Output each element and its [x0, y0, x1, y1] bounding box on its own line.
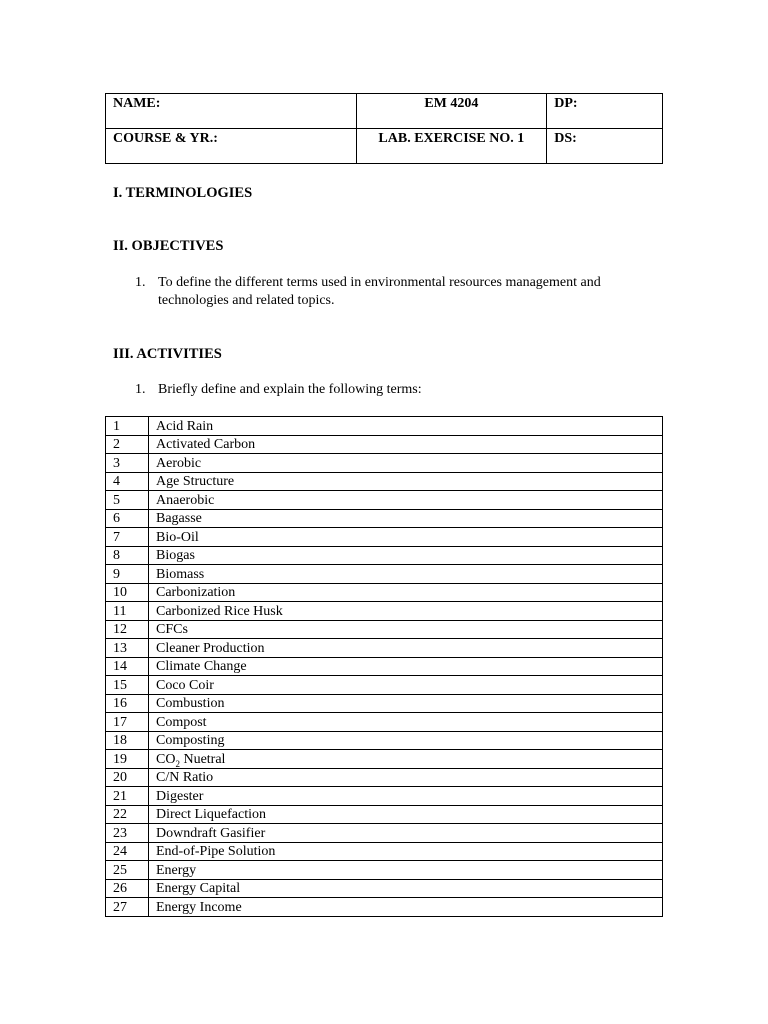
term-number: 22	[106, 805, 149, 824]
term-number: 20	[106, 768, 149, 787]
term-name: End-of-Pipe Solution	[149, 842, 663, 861]
exercise-label: LAB. EXERCISE NO. 1	[378, 131, 525, 146]
term-subscript: 2	[175, 758, 180, 769]
term-number: 3	[106, 454, 149, 473]
objective-line-1: To define the different terms used in environmental resources management and	[158, 275, 601, 290]
table-row	[106, 528, 663, 547]
ds-cell	[547, 129, 663, 164]
term-number: 15	[106, 676, 149, 695]
term-name-base: CO	[156, 751, 176, 767]
table-row	[106, 509, 663, 528]
term-number: 19	[106, 750, 149, 769]
term-number: 10	[106, 583, 149, 602]
term-name: Cleaner Production	[149, 639, 663, 658]
header-row	[106, 94, 663, 129]
term-number: 25	[106, 861, 149, 880]
table-row	[106, 805, 663, 824]
table-row	[106, 472, 663, 491]
term-name: Combustion	[149, 694, 663, 713]
terms-table-body	[106, 417, 663, 917]
course-code: EM 4204	[424, 96, 479, 111]
term-name: Compost	[149, 713, 663, 732]
term-name: CFCs	[149, 620, 663, 639]
table-row	[106, 676, 663, 695]
table-row	[106, 454, 663, 473]
term-number: 21	[106, 787, 149, 806]
table-row	[106, 842, 663, 861]
term-name: Age Structure	[149, 472, 663, 491]
terms-table	[105, 416, 663, 917]
term-number: 13	[106, 639, 149, 658]
term-name: Bagasse	[149, 509, 663, 528]
term-name: Digester	[149, 787, 663, 806]
term-name: C/N Ratio	[149, 768, 663, 787]
objectives-list-item	[113, 274, 653, 310]
table-row	[106, 824, 663, 843]
term-number: 8	[106, 546, 149, 565]
activity-text: Briefly define and explain the following terms:	[158, 382, 422, 397]
table-row	[106, 583, 663, 602]
table-row	[106, 768, 663, 787]
term-name	[149, 750, 663, 769]
table-row	[106, 620, 663, 639]
term-number: 6	[106, 509, 149, 528]
term-number: 1	[106, 417, 149, 436]
section-objectives: II. OBJECTIVES	[113, 238, 224, 254]
term-number: 11	[106, 602, 149, 621]
term-name: Carbonization	[149, 583, 663, 602]
term-number: 7	[106, 528, 149, 547]
term-name: Energy Income	[149, 898, 663, 917]
activities-list-item	[113, 381, 653, 399]
name-label: NAME:	[113, 96, 161, 111]
term-number: 4	[106, 472, 149, 491]
table-row	[106, 602, 663, 621]
table-row	[106, 861, 663, 880]
term-name: Aerobic	[149, 454, 663, 473]
term-number: 9	[106, 565, 149, 584]
course-label: COURSE & YR.:	[113, 131, 218, 146]
table-row	[106, 879, 663, 898]
section-terminologies: I. TERMINOLOGIES	[113, 185, 253, 201]
table-row	[106, 898, 663, 917]
table-row	[106, 417, 663, 436]
section-activities: III. ACTIVITIES	[113, 346, 222, 362]
term-name: Direct Liquefaction	[149, 805, 663, 824]
term-name: Acid Rain	[149, 417, 663, 436]
code-cell	[356, 94, 547, 129]
term-name: Climate Change	[149, 657, 663, 676]
term-number: 24	[106, 842, 149, 861]
table-row	[106, 639, 663, 658]
term-name: Bio-Oil	[149, 528, 663, 547]
term-number: 26	[106, 879, 149, 898]
table-row	[106, 787, 663, 806]
table-row	[106, 565, 663, 584]
term-number: 18	[106, 731, 149, 750]
dp-label: DP:	[554, 96, 578, 111]
objective-line-2: technologies and related topics.	[158, 293, 335, 308]
table-row	[106, 491, 663, 510]
name-cell	[106, 94, 357, 129]
table-row	[106, 657, 663, 676]
term-name: Downdraft Gasifier	[149, 824, 663, 843]
table-row	[106, 750, 663, 769]
term-name: Biogas	[149, 546, 663, 565]
exercise-cell	[356, 129, 547, 164]
ds-label: DS:	[554, 131, 577, 146]
term-name: Activated Carbon	[149, 435, 663, 454]
term-number: 17	[106, 713, 149, 732]
term-number: 14	[106, 657, 149, 676]
term-name: Carbonized Rice Husk	[149, 602, 663, 621]
term-number: 2	[106, 435, 149, 454]
dp-cell	[547, 94, 663, 129]
header-table	[105, 93, 663, 164]
term-number: 5	[106, 491, 149, 510]
term-name: Composting	[149, 731, 663, 750]
term-number: 16	[106, 694, 149, 713]
table-row	[106, 546, 663, 565]
term-name: Anaerobic	[149, 491, 663, 510]
activity-number: 1.	[135, 382, 146, 397]
table-row	[106, 731, 663, 750]
header-row	[106, 129, 663, 164]
term-name: Biomass	[149, 565, 663, 584]
term-number: 27	[106, 898, 149, 917]
course-cell	[106, 129, 357, 164]
term-name-suffix: Nuetral	[179, 751, 226, 767]
term-name: Energy	[149, 861, 663, 880]
table-row	[106, 435, 663, 454]
term-name: Coco Coir	[149, 676, 663, 695]
term-number: 23	[106, 824, 149, 843]
term-number: 12	[106, 620, 149, 639]
table-row	[106, 694, 663, 713]
term-name: Energy Capital	[149, 879, 663, 898]
table-row	[106, 713, 663, 732]
objective-number: 1.	[135, 275, 146, 290]
